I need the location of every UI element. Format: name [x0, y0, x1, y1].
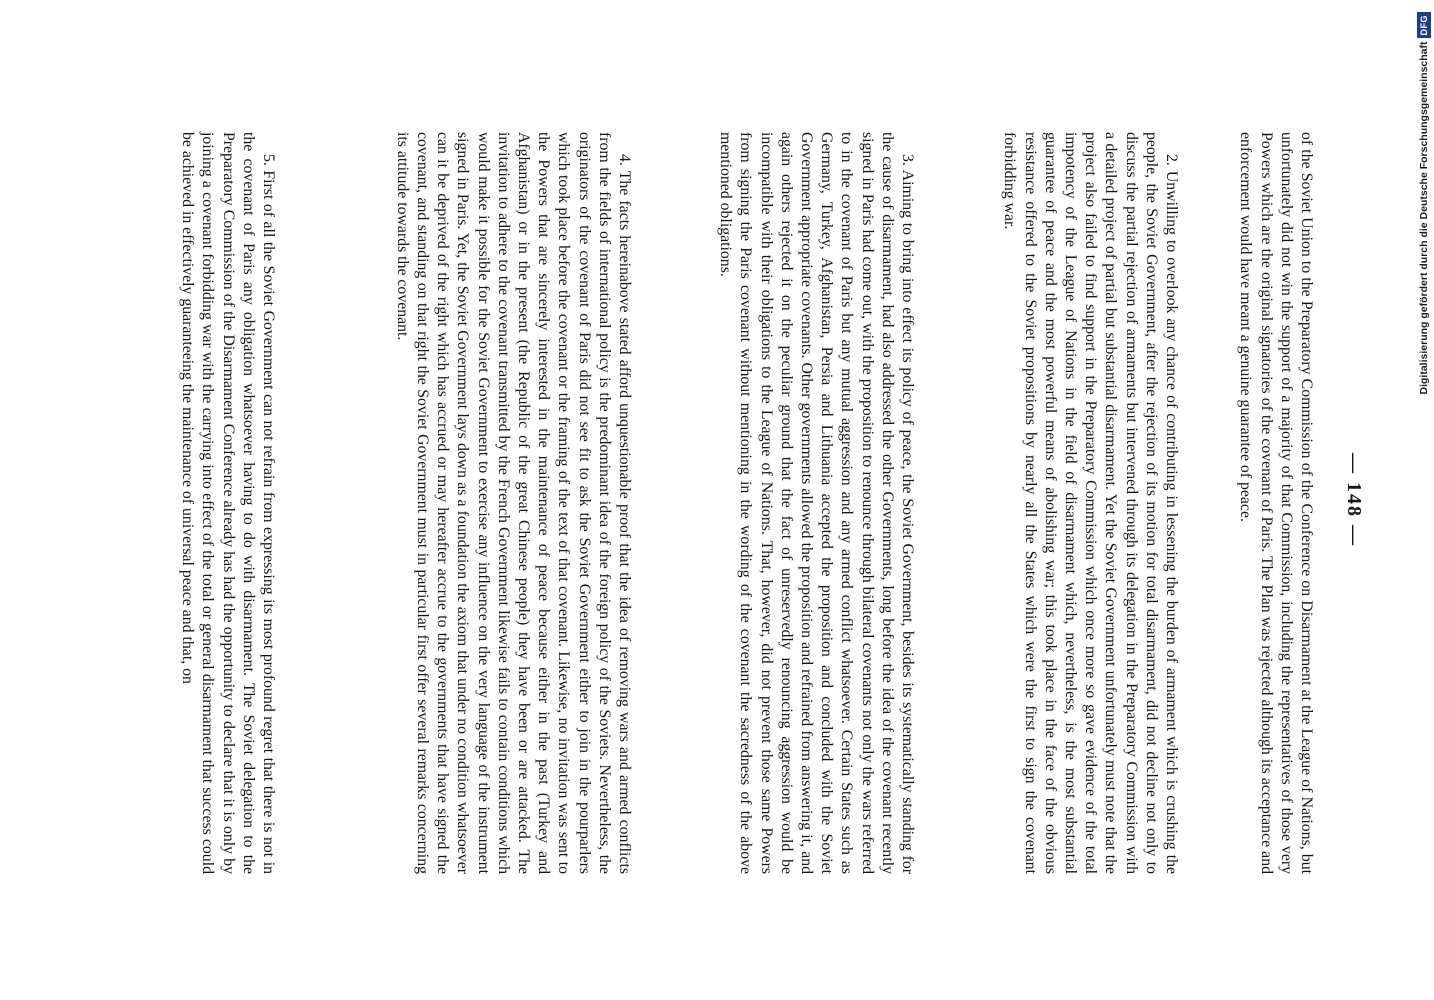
paragraph-4: 4. The facts hereinabove stated afford unquestionable proof that the idea of removing wars and armed conflicts from the fields of international policy is the predominant idea of the foreign policy of the Soviets. Nevertheless, the originators of the covenant of Paris did not see fit to ask the Soviet Government either to join in the pourparlers which took place before the covenant or the framing of the text of that covenant. Likewise, no invitation was sent to the Powers that are sincerely interested in the maintenance of peace because either in the past (Turkey and Afghanistan) or in the present (the Republic of the great Chinese people) they have been or are attacked. The invitation to adhere to the covenant transmitted by the French Government likewise fails to contain conditions which would make it possible for the Soviet Government to exercise any influence on the very language of the instrument signed in Paris. Yet, the Soviet Government lays down as a foundation the axiom that under no condition whatsoever can it be deprived of the right which has accrued or may hereafter accrue to the governments that have signed the covenant, and standing on that right the Soviet Government must in particular first offer several remarks concerning its attitude towards the covenant.	[393, 132, 633, 874]
dfg-logo-icon: DFG	[1417, 12, 1431, 39]
page-number: — 148 —	[1343, 453, 1365, 547]
paragraph-3: 3. Aiming to bring into effect its policy of peace, the Soviet Government, besides its systematically standing for the cause of disarmament, had also addressed the other Governments, long before the idea of the covenant recently signed in Paris had come out, with the proposition to renounce through bilateral covenants not only the wars referred to in the covenant of Paris but any mutual aggression and any armed conflict whatsoever. Certain States such as Germany, Turkey, Afghanistan, Persia and Lithuania accepted the proposition and concluded with the Soviet Government appropriate covenants. Other governments allowed the proposition and refrained from answering it, and again others rejected it on the peculiar ground that the fact of unreservedly renouncing aggression would be incompatible with their obligations to the League of Nations. That, however, did not prevent those same Powers from signing the Paris covenant without mentioning in the wording of the covenant the sacredness of the above mentioned obligations.	[717, 132, 916, 874]
credit-text: Digitalisierung gefördert durch die Deutsche Forschungsgemeinschaft	[1418, 41, 1430, 395]
paragraph-2: 2. Unwilling to overlook any chance of contributing in lessening the burden of armament which is crushing the people, the Soviet Government, after the rejection of its motion for total disarmament, did not decline not only to discuss the partial rejection of armaments but intervened through its delegation in the Preparatory Commission with a detailed project of partial but substantial disarmament. Yet the Soviet Government unfortunately must note that the project also failed to find support in the Preparatory Commission which once more so gave evidence of the total impotency of the League of Nations in the field of disarmament which, nevertheless, is the most substantial guarantee of peace and the most powerful means of abolishing war; this took place in the face of the obvious resistance offered to the Soviet propositions by nearly all the States which were the first to sign the covenant forbidding war.	[1001, 132, 1180, 874]
digitization-credit	[1410, 0, 1434, 1000]
paragraph-continuation: of the Soviet Union to the Preparatory Commission of the Conference on Disarmament at the League of Nations, but unfortunately did not win the support of a majority of that Commission, including the representatives of those very Powers which are the original signatories of the covenant of Paris. The Plan was rejected although its acceptance and enforcement would have meant a genuine guarantee of peace.	[1237, 132, 1315, 874]
paragraph-5: 5. First of all the Soviet Government can not refrain from expressing its most profound regret that there is not in the covenant of Paris any obligation whatsoever having to do with disarmament. The Soviet delegation to the Preparatory Commission of the Disarmament Conference already has had the opportunity to declare that it is only by joining a covenant forbidding war with the carrying into effect of the total or general disarmament that success could be achieved in effectively guaranteeing the maintenance of universal peace and that, on	[179, 132, 277, 874]
